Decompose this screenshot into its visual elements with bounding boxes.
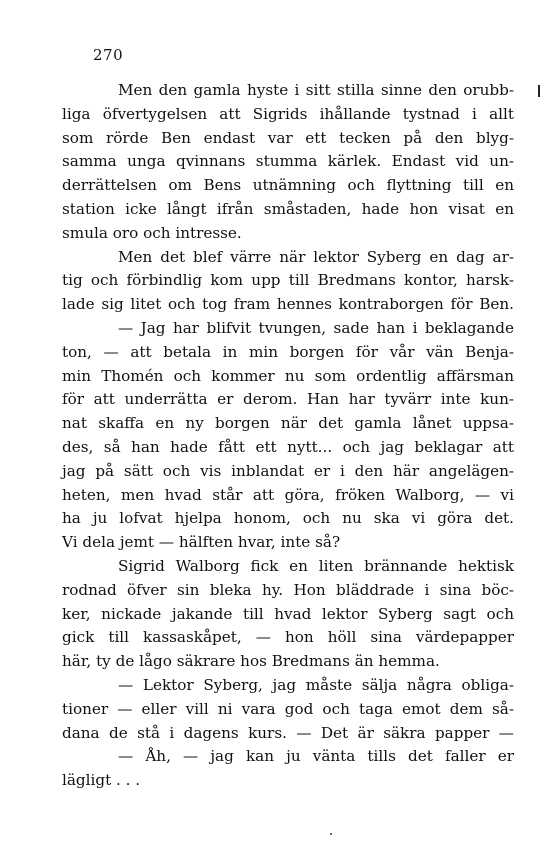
paragraph [62,745,514,793]
text-line: smula oro och intresse. [62,223,242,242]
text-line: rodnad öfver sin bleka hy. Hon bläddrade i sina böc- [62,580,514,599]
text-line: tioner — eller vill ni vara god och taga emot dem så- [62,699,514,718]
text-line: dana de stå i dagens kurs. — Det är säkra papper — [62,723,514,742]
text-line: som rörde Ben endast var ett tecken på den blyg- [62,128,514,147]
text-line: lade sig litet och tog fram hennes kontraborgen för Ben. [62,295,514,314]
text-line: — Lektor Syberg, jag måste sälja några obliga- [118,675,514,694]
text-line: här, ty de lågo säkrare hos Bredmans än hemma. [62,652,440,671]
paper-speck [330,833,332,835]
text-line: ha ju lofvat hjelpa honom, och nu ska vi göra det. [62,509,514,528]
text-line: ker, nickade jakande till hvad lektor Syberg sagt och [62,604,514,623]
text-line: heten, men hvad står att göra, fröken Walborg, — vi [62,485,514,504]
paragraph [62,79,514,246]
text-line: — Åh, — jag kan ju vänta tills det faller er [118,747,514,766]
text-line: des, så han hade fått ett nytt... och jag beklagar att [62,437,514,456]
text-line: Men den gamla hyste i sitt stilla sinne den orubb- [118,81,514,99]
text-line: ton, — att betala in min borgen för vår vän Benja- [62,342,514,361]
paragraph [62,674,514,745]
text-line: gick till kassaskåpet, — hon höll sina värdepapper [62,628,514,647]
text-line: station icke långt ifrån småstaden, hade hon visat en [62,199,514,218]
text-line: samma unga qvinnans stumma kärlek. Endast vid un- [62,152,514,171]
text-line: — Jag har blifvit tvungen, sade han i beklagande [118,318,514,337]
text-line: Men det blef värre när lektor Syberg en dag ar- [118,247,514,266]
text-line: nat skaffa en ny borgen när det gamla lånet uppsa- [62,414,514,433]
text-line: lägligt . . . [62,771,141,790]
text-line: min Thomén och kommer nu som ordentlig affärsman [62,366,514,385]
page-number: 270 [93,46,124,64]
text-line: tig och förbindlig kom upp till Bredmans kontor, harsk- [62,271,514,290]
body-text [62,79,514,793]
text-line: Sigrid Walborg fick en liten brännande hektisk [118,556,514,575]
paragraph [62,555,514,674]
text-line: liga öfvertygelsen att Sigrids ihållande tystnad i allt [62,104,514,123]
text-line: Vi dela jemt — hälften hvar, inte så? [62,533,341,552]
text-line: derrättelsen om Bens utnämning och flyttning till en [62,176,514,195]
text-line: för att underrätta er derom. Han har tyvärr inte kun- [62,390,514,409]
paragraph [62,246,514,317]
paragraph [62,317,514,555]
text-line: jag på sätt och vis inblandat er i den här angelägen- [62,461,514,480]
page-edge-mark [538,85,540,97]
